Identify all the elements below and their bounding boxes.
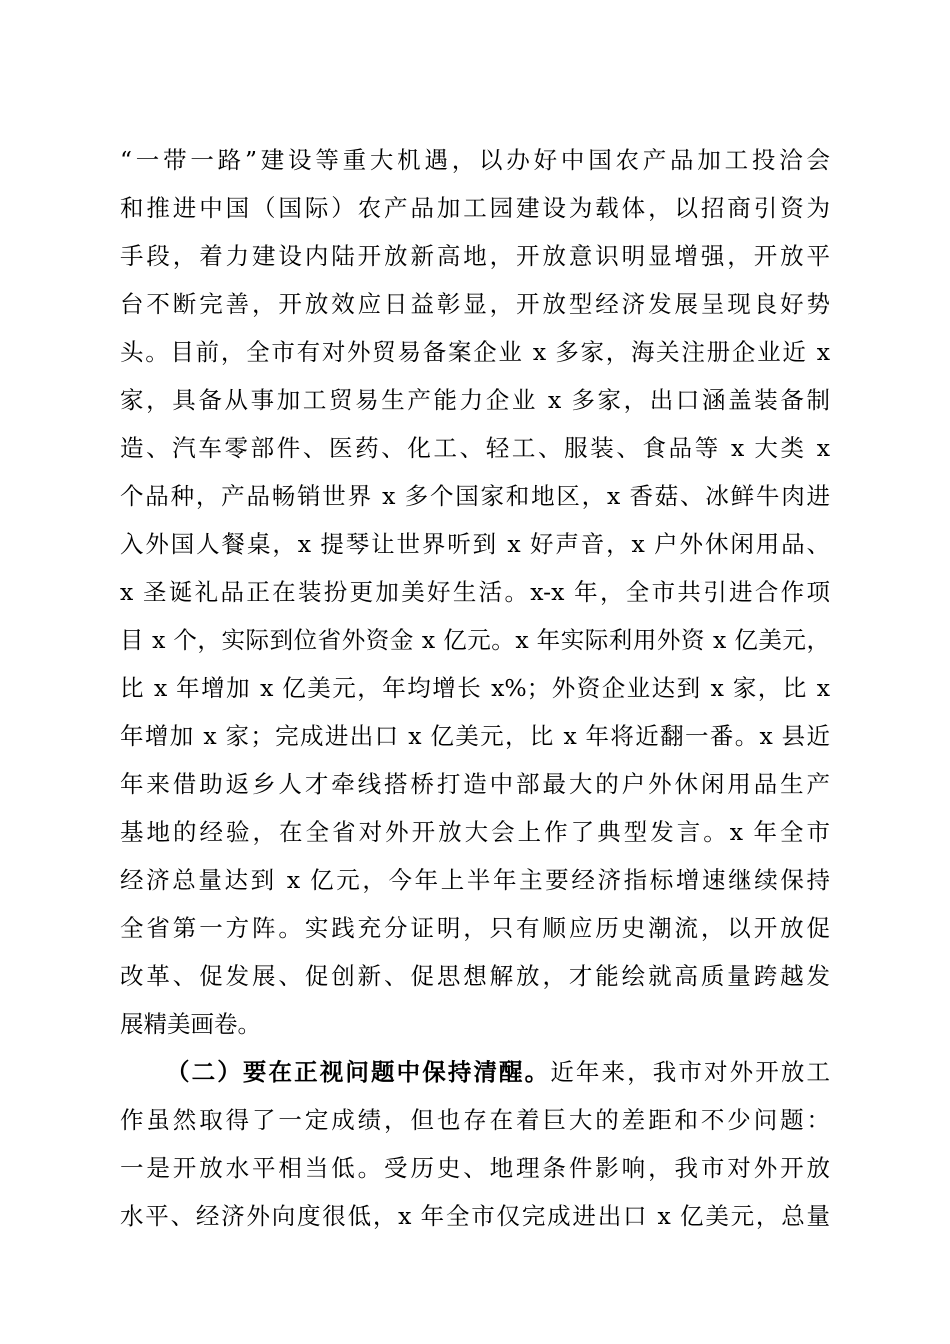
- paragraph-1-line-11: 目 x 个，实际到位省外资金 x 亿元。x 年实际利用外资 x 亿美元，: [120, 626, 830, 654]
- paragraph-1-line-7: 造、汽车零部件、医药、化工、轻工、服装、食品等 x 大类 x: [120, 434, 830, 462]
- paragraph-1-line-10: x 圣诞礼品正在装扮更加美好生活。x-x 年，全市共引进合作项: [120, 578, 830, 606]
- paragraph-1-line-6: 家，具备从事加工贸易生产能力企业 x 多家，出口涵盖装备制: [120, 386, 830, 414]
- paragraph-1-line-9: 入外国人餐桌，x 提琴让世界听到 x 好声音，x 户外休闲用品、: [120, 530, 830, 558]
- paragraph-2-line-3: 一是开放水平相当低。受历史、地理条件影响，我市对外开放: [120, 1154, 830, 1182]
- paragraph-1-line-15: 基地的经验，在全省对外开放大会上作了典型发言。x 年全市: [120, 818, 830, 846]
- paragraph-1-line-18: 改革、促发展、促创新、促思想解放，才能绘就高质量跨越发: [120, 962, 830, 990]
- paragraph-1-line-19: 展精美画卷。: [120, 1010, 261, 1038]
- section-heading: （二）要在正视问题中保持清醒。: [166, 1058, 551, 1086]
- paragraph-2-line-2: 作虽然取得了一定成绩，但也存在着巨大的差距和不少问题：: [120, 1106, 830, 1134]
- paragraph-1-line-5: 头。目前，全市有对外贸易备案企业 x 多家，海关注册企业近 x: [120, 338, 830, 366]
- paragraph-1-line-16: 经济总量达到 x 亿元，今年上半年主要经济指标增速继续保持: [120, 866, 830, 894]
- paragraph-1-line-12: 比 x 年增加 x 亿美元，年均增长 x%；外资企业达到 x 家，比 x: [120, 674, 830, 702]
- paragraph-1-line-13: 年增加 x 家；完成进出口 x 亿美元，比 x 年将近翻一番。x 县近: [120, 722, 830, 750]
- paragraph-1-line-2: 和推进中国（国际）农产品加工园建设为载体，以招商引资为: [120, 194, 830, 222]
- paragraph-1-line-3: 手段，着力建设内陆开放新高地，开放意识明显增强，开放平: [120, 242, 830, 270]
- paragraph-2-line-4: 水平、经济外向度很低，x 年全市仅完成进出口 x 亿美元，总量: [120, 1202, 830, 1230]
- paragraph-1-line-4: 台不断完善，开放效应日益彰显，开放型经济发展呈现良好势: [120, 290, 830, 318]
- paragraph-1-line-14: 年来借助返乡人才牵线搭桥打造中部最大的户外休闲用品生产: [120, 770, 830, 798]
- paragraph-2-line-1-text: 近年来，我市对外开放工: [550, 1058, 831, 1086]
- paragraph-2-line-1: [166, 1057, 830, 1087]
- paragraph-1-line-1: “一带一路”建设等重大机遇，以办好中国农产品加工投洽会: [120, 146, 830, 174]
- paragraph-1-line-17: 全省第一方阵。实践充分证明，只有顺应历史潮流，以开放促: [120, 914, 830, 942]
- paragraph-1-line-8: 个品种，产品畅销世界 x 多个国家和地区，x 香菇、冰鲜牛肉进: [120, 482, 830, 510]
